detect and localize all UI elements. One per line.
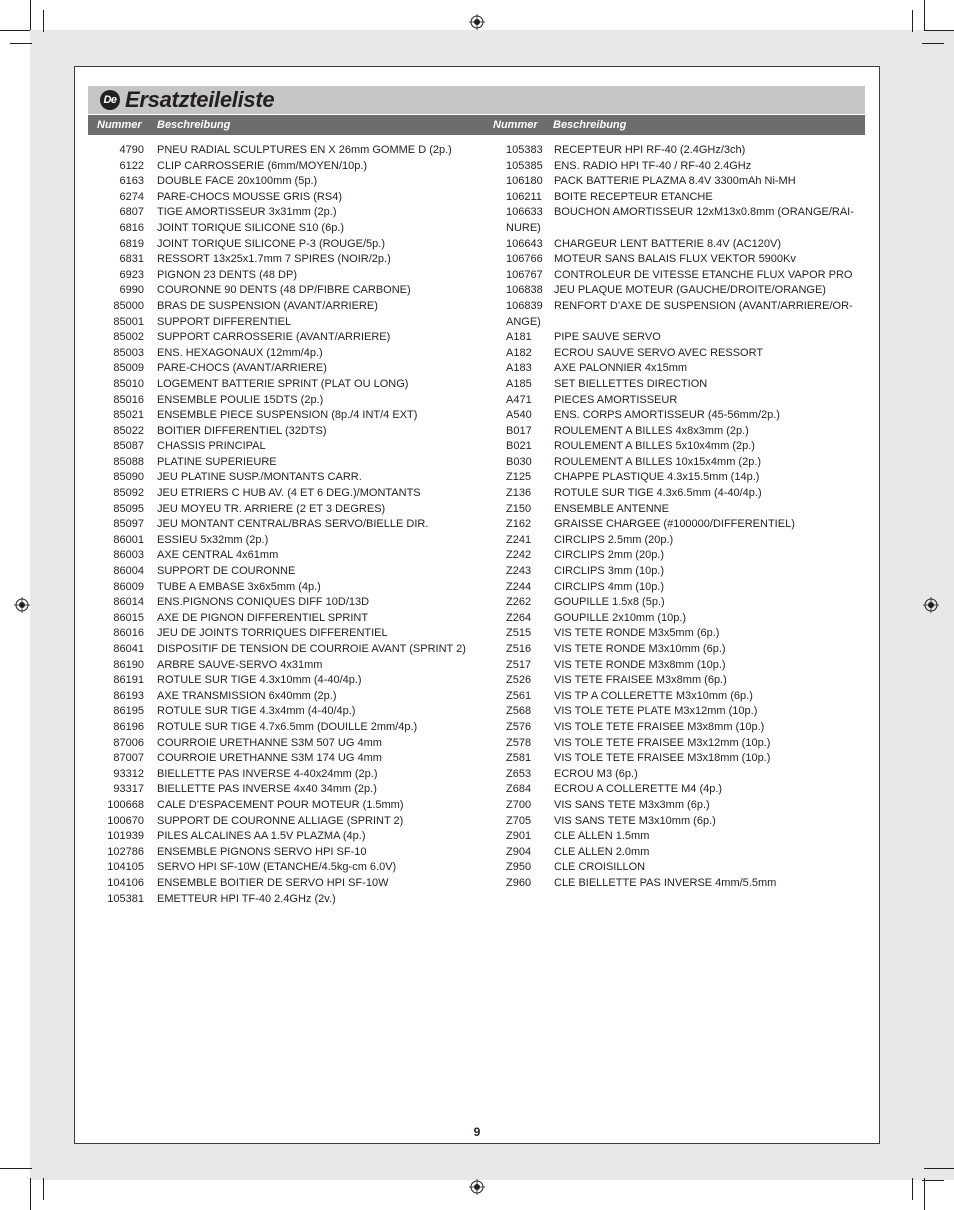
part-description: VIS TETE FRAISEE M3x8mm (6p.) (554, 674, 727, 687)
part-number: 105385 (506, 159, 543, 172)
part-description: CLE ALLEN 1.5mm (554, 830, 650, 843)
part-description: VIS TOLE TETE FRAISEE M3x8mm (10p.) (554, 720, 765, 733)
part-description: ENS. RADIO HPI TF-40 / RF-40 2.4GHz (554, 159, 752, 172)
part-description: RESSORT 13x25x1.7mm 7 SPIRES (NOIR/2p.) (157, 253, 391, 266)
part-description: ROTULE SUR TIGE 4.3x10mm (4-40/4p.) (157, 674, 362, 687)
part-description: BOITE RECEPTEUR ETANCHE (554, 190, 713, 203)
part-description: ECROU A COLLERETTE M4 (4p.) (554, 783, 723, 796)
part-number: 85002 (113, 331, 144, 344)
part-number: Z653 (506, 767, 532, 780)
part-description: JEU MOYEU TR. ARRIERE (2 ET 3 DEGRES) (157, 502, 386, 515)
part-number: 106180 (506, 175, 543, 188)
header-description-right: Beschreibung (553, 119, 627, 131)
part-number: 85001 (113, 315, 144, 328)
registration-mark-icon (923, 597, 939, 613)
part-description: LOGEMENT BATTERIE SPRINT (PLAT OU LONG) (157, 377, 409, 390)
part-description: CIRCLIPS 4mm (10p.) (554, 580, 665, 593)
header-number-right: Nummer (493, 119, 538, 131)
part-number: 86009 (113, 580, 144, 593)
part-number: Z581 (506, 752, 532, 765)
part-description: BOUCHON AMORTISSEUR 12xM13x0.8mm (ORANGE/RAI- (554, 206, 854, 219)
part-number: B017 (506, 424, 532, 437)
part-description: SUPPORT CARROSSERIE (AVANT/ARRIERE) (157, 331, 391, 344)
part-number: Z516 (506, 643, 532, 655)
part-number: Z684 (506, 783, 532, 796)
part-number: 6807 (119, 206, 144, 219)
part-description: JOINT TORIQUE SILICONE S10 (6p.) (157, 221, 345, 234)
part-number: 4790 (119, 144, 144, 156)
part-number: Z578 (506, 736, 532, 749)
part-description: DISPOSITIF DE TENSION DE COURROIE AVANT (SPRINT 2) (157, 643, 466, 655)
part-number: Z950 (506, 861, 532, 874)
part-number: Z901 (506, 830, 532, 843)
part-number: 106839 (506, 299, 543, 312)
part-description: CALE D’ESPACEMENT POUR MOTEUR (1.5mm) (157, 798, 404, 811)
part-number: 104106 (107, 876, 144, 889)
part-number: Z705 (506, 814, 532, 827)
part-description: COURONNE 90 DENTS (48 DP/FIBRE CARBONE) (157, 284, 411, 297)
part-description: ENSEMBLE PIGNONS SERVO HPI SF-10 (157, 845, 367, 858)
part-number: 85009 (113, 362, 144, 375)
part-description: AXE PALONNIER 4x15mm (554, 362, 688, 375)
part-number: Z262 (506, 596, 532, 609)
part-description: DOUBLE FACE 20x100mm (5p.) (157, 175, 318, 188)
part-number: Z264 (506, 611, 532, 624)
part-number: 85097 (113, 518, 144, 531)
part-number: 100668 (107, 798, 144, 811)
part-number: 85087 (113, 440, 144, 453)
part-number: Z700 (506, 798, 532, 811)
part-number: A183 (506, 362, 532, 375)
part-description: RECEPTEUR HPI RF-40 (2.4GHz/3ch) (554, 144, 746, 156)
part-description: COURROIE URETHANNE S3M 507 UG 4mm (157, 736, 382, 749)
part-description: VIS TETE RONDE M3x8mm (10p.) (554, 658, 726, 671)
part-description: COURROIE URETHANNE S3M 174 UG 4mm (157, 752, 382, 765)
part-number: 86041 (113, 643, 144, 655)
header-number-left: Nummer (97, 119, 142, 131)
part-description: ECROU SAUVE SERVO AVEC RESSORT (554, 346, 764, 359)
part-description: VIS TETE RONDE M3x10mm (6p.) (554, 643, 726, 655)
part-description: ENSEMBLE PIECE SUSPENSION (8p./4 INT/4 EXT) (157, 409, 418, 422)
registration-mark-icon (469, 1179, 485, 1195)
part-description: ECROU M3 (6p.) (554, 767, 638, 780)
part-description: ARBRE SAUVE-SERVO 4x31mm (157, 658, 323, 671)
part-number: 87006 (113, 736, 144, 749)
part-description: PIGNON 23 DENTS (48 DP) (157, 268, 297, 281)
part-description: RENFORT D’AXE DE SUSPENSION (AVANT/ARRIERE/OR- (554, 299, 853, 312)
part-number: Z526 (506, 674, 532, 687)
part-description: SUPPORT DE COURONNE ALLIAGE (SPRINT 2) (157, 814, 404, 827)
part-number: 93317 (113, 783, 144, 796)
part-description: ENS.PIGNONS CONIQUES DIFF 10D/13D (157, 596, 370, 609)
part-number: Z517 (506, 658, 532, 671)
part-number: Z125 (506, 471, 532, 484)
registration-mark-icon (14, 597, 30, 613)
part-number: 104105 (107, 861, 144, 874)
part-number: 85000 (113, 299, 144, 312)
part-number: Z244 (506, 580, 532, 593)
part-description: CONTROLEUR DE VITESSE ETANCHE FLUX VAPOR PRO (554, 268, 853, 281)
part-description: VIS SANS TETE M3x10mm (6p.) (554, 814, 716, 827)
part-description: TIGE AMORTISSEUR 3x31mm (2p.) (157, 206, 337, 219)
part-number: B021 (506, 440, 532, 453)
part-number: 105383 (506, 144, 543, 156)
language-badge: De (100, 90, 120, 110)
part-number: 6816 (119, 221, 144, 234)
part-description: CIRCLIPS 2mm (20p.) (554, 549, 665, 562)
part-description: ROULEMENT A BILLES 5x10x4mm (2p.) (554, 440, 755, 453)
part-number: Z561 (506, 689, 532, 702)
part-number: 100670 (107, 814, 144, 827)
part-number: 6122 (119, 159, 144, 172)
part-description: VIS TETE RONDE M3x5mm (6p.) (554, 627, 720, 640)
part-number: Z576 (506, 720, 532, 733)
part-description: MOTEUR SANS BALAIS FLUX VEKTOR 5900Kv (554, 253, 796, 266)
part-number: 6831 (119, 253, 144, 266)
part-description: AXE CENTRAL 4x61mm (157, 549, 279, 562)
part-description: PNEU RADIAL SCULPTURES EN X 26mm GOMME D (2p.) (157, 144, 452, 156)
page-number: 9 (473, 1125, 481, 1139)
part-number: A181 (506, 331, 532, 344)
part-number: Z242 (506, 549, 532, 562)
part-description: SUPPORT DE COURONNE (157, 565, 296, 578)
part-description: CIRCLIPS 3mm (10p.) (554, 565, 665, 578)
part-number: 6819 (119, 237, 144, 250)
part-number: 86195 (113, 705, 144, 718)
part-number: Z150 (506, 502, 532, 515)
table-header (88, 115, 865, 135)
part-description: PACK BATTERIE PLAZMA 8.4V 3300mAh Ni-MH (554, 175, 796, 188)
part-description: CLE CROISILLON (554, 861, 646, 874)
part-description: PARE-CHOCS MOUSSE GRIS (RS4) (157, 190, 342, 203)
part-description: PIECES AMORTISSEUR (554, 393, 678, 406)
part-number: 86015 (113, 611, 144, 624)
part-description: PARE-CHOCS (AVANT/ARRIERE) (157, 362, 327, 375)
part-description: CHARGEUR LENT BATTERIE 8.4V (AC120V) (554, 237, 781, 250)
part-description: SUPPORT DIFFERENTIEL (157, 315, 292, 328)
part-number: 6990 (119, 284, 144, 297)
part-number: 106633 (506, 206, 543, 219)
part-number: A471 (506, 393, 532, 406)
part-description: CHAPPE PLASTIQUE 4.3x15.5mm (14p.) (554, 471, 760, 484)
part-description: ENS. HEXAGONAUX (12mm/4p.) (157, 346, 323, 359)
part-number: 85022 (113, 424, 144, 437)
part-description: SET BIELLETTES DIRECTION (554, 377, 708, 390)
part-number: 86003 (113, 549, 144, 562)
part-number: 86191 (113, 674, 144, 687)
part-number: B030 (506, 455, 532, 468)
part-number: 105381 (107, 892, 144, 905)
part-number: 85010 (113, 377, 144, 390)
part-description: BOITIER DIFFERENTIEL (32DTS) (157, 424, 327, 437)
part-number: 86196 (113, 720, 144, 733)
part-description: BRAS DE SUSPENSION (AVANT/ARRIERE) (157, 299, 378, 312)
part-number: 86016 (113, 627, 144, 640)
page-title: Ersatzteileliste (125, 87, 275, 112)
part-description: ESSIEU 5x32mm (2p.) (157, 533, 269, 546)
part-number: 106838 (506, 284, 543, 297)
part-description: VIS SANS TETE M3x3mm (6p.) (554, 798, 710, 811)
part-number: NURE) (506, 221, 541, 234)
part-number: Z515 (506, 627, 532, 640)
part-number: 93312 (113, 767, 144, 780)
part-number: ANGE) (506, 315, 541, 328)
part-number: 102786 (107, 845, 144, 858)
part-number: 86001 (113, 533, 144, 546)
registration-mark-icon (469, 14, 485, 30)
part-number: 6274 (119, 190, 144, 203)
part-description: ROULEMENT A BILLES 10x15x4mm (2p.) (554, 455, 762, 468)
part-number: Z162 (506, 518, 532, 531)
part-description: AXE DE PIGNON DIFFERENTIEL SPRINT (157, 611, 369, 624)
part-number: A540 (506, 409, 532, 422)
part-number: 86004 (113, 565, 144, 578)
part-number: 85092 (113, 487, 144, 500)
part-number: A185 (506, 377, 532, 390)
part-description: ROTULE SUR TIGE 4.3x6.5mm (4-40/4p.) (554, 487, 762, 500)
part-number: Z568 (506, 705, 532, 718)
part-number: 101939 (107, 830, 144, 843)
part-description: CIRCLIPS 2.5mm (20p.) (554, 533, 674, 546)
part-description: JEU ETRIERS C HUB AV. (4 ET 6 DEG.)/MONTANTS (157, 487, 421, 500)
part-description: JEU PLATINE SUSP./MONTANTS CARR. (157, 471, 362, 484)
part-description: PLATINE SUPERIEURE (157, 455, 277, 468)
part-number: 106643 (506, 237, 543, 250)
part-description: CLIP CARROSSERIE (6mm/MOYEN/10p.) (157, 159, 368, 172)
part-description: JEU DE JOINTS TORRIQUES DIFFERENTIEL (157, 627, 388, 640)
part-description: BIELLETTE PAS INVERSE 4-40x24mm (2p.) (157, 767, 378, 780)
part-description: AXE TRANSMISSION 6x40mm (2p.) (157, 689, 337, 702)
part-number: 106767 (506, 268, 543, 281)
part-number: Z960 (506, 876, 532, 889)
part-description: ENSEMBLE ANTENNE (554, 502, 669, 515)
part-description: CLE ALLEN 2.0mm (554, 845, 650, 858)
header-description-left: Beschreibung (157, 119, 231, 131)
part-description: CLE BIELLETTE PAS INVERSE 4mm/5.5mm (554, 876, 777, 889)
part-description: ROTULE SUR TIGE 4.3x4mm (4-40/4p.) (157, 705, 356, 718)
part-description: ENSEMBLE BOITIER DE SERVO HPI SF-10W (157, 876, 389, 889)
part-description: ENS. CORPS AMORTISSEUR (45-56mm/2p.) (554, 409, 780, 422)
part-description: PIPE SAUVE SERVO (554, 331, 661, 344)
part-description: JEU PLAQUE MOTEUR (GAUCHE/DROITE/ORANGE) (554, 284, 826, 297)
part-number: A182 (506, 346, 532, 359)
part-number: 85021 (113, 409, 144, 422)
part-description: EMETTEUR HPI TF-40 2.4GHz (2v.) (157, 892, 336, 905)
part-description: GOUPILLE 1.5x8 (5p.) (554, 596, 665, 609)
part-description: GOUPILLE 2x10mm (10p.) (554, 611, 687, 624)
part-description: ROULEMENT A BILLES 4x8x3mm (2p.) (554, 424, 749, 437)
part-number: 6163 (119, 175, 144, 188)
part-description: PILES ALCALINES AA 1.5V PLAZMA (4p.) (157, 830, 366, 843)
part-number: Z904 (506, 845, 532, 858)
part-description: GRAISSE CHARGEE (#100000/DIFFERENTIEL) (554, 518, 795, 531)
part-number: 85016 (113, 393, 144, 406)
part-description: JEU MONTANT CENTRAL/BRAS SERVO/BIELLE DIR. (157, 518, 429, 531)
part-number: Z243 (506, 565, 532, 578)
part-description: ROTULE SUR TIGE 4.7x6.5mm (DOUILLE 2mm/4p.) (157, 720, 418, 733)
part-description: JOINT TORIQUE SILICONE P-3 (ROUGE/5p.) (157, 237, 385, 250)
part-description: VIS TP A COLLERETTE M3x10mm (6p.) (554, 689, 753, 702)
part-number: 85088 (113, 455, 144, 468)
part-number: 6923 (119, 268, 144, 281)
part-number: 106766 (506, 253, 543, 266)
part-number: 85095 (113, 502, 144, 515)
part-number: 86193 (113, 689, 144, 702)
part-description: VIS TOLE TETE FRAISEE M3x12mm (10p.) (554, 736, 771, 749)
part-description: VIS TOLE TETE FRAISEE M3x18mm (10p.) (554, 752, 771, 765)
part-number: 85090 (113, 471, 144, 484)
part-description: BIELLETTE PAS INVERSE 4x40 34mm (2p.) (157, 783, 377, 796)
part-number: 85003 (113, 346, 144, 359)
part-description: TUBE A EMBASE 3x6x5mm (4p.) (157, 580, 321, 593)
part-number: 87007 (113, 752, 144, 765)
part-number: 106211 (506, 190, 542, 203)
part-number: Z241 (506, 533, 532, 546)
part-description: SERVO HPI SF-10W (ETANCHE/4.5kg-cm 6.0V) (157, 861, 397, 874)
part-description: CHASSIS PRINCIPAL (157, 440, 266, 453)
part-number: 86014 (113, 596, 144, 609)
part-number: Z136 (506, 487, 532, 500)
part-description: ENSEMBLE POULIE 15DTS (2p.) (157, 393, 324, 406)
part-number: 86190 (113, 658, 144, 671)
part-description: VIS TOLE TETE PLATE M3x12mm (10p.) (554, 705, 758, 718)
